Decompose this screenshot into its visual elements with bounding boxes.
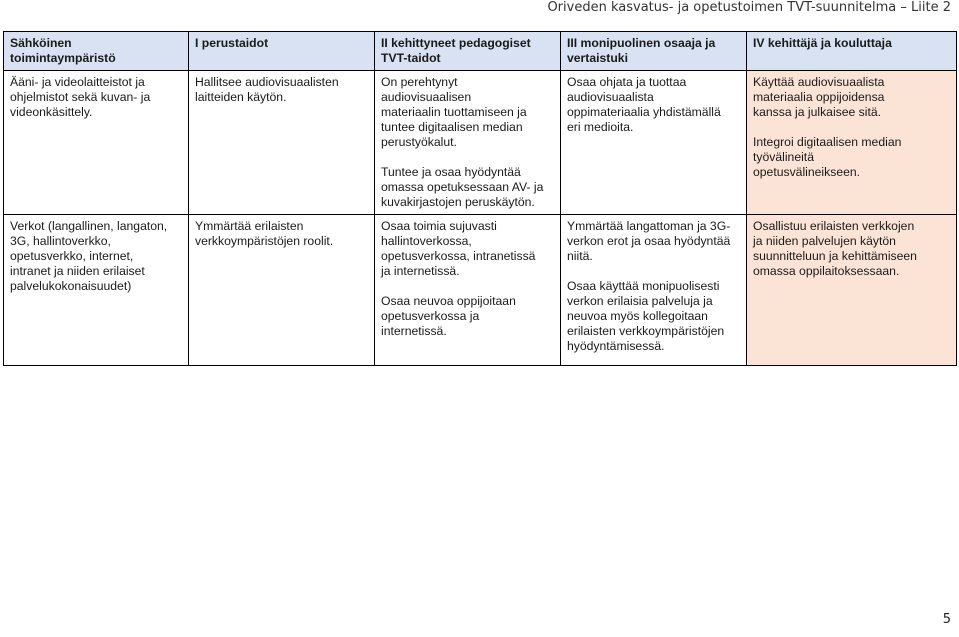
cell-paragraph: Hallitsee audiovisuaalisten laitteiden käytön. <box>195 75 339 104</box>
level-4-cell <box>747 215 957 366</box>
level-2-cell <box>375 215 561 366</box>
table-row <box>4 215 957 366</box>
document-header: Oriveden kasvatus- ja opetustoimen TVT-suunnitelma – Liite 2 <box>547 0 951 15</box>
cell-paragraph: Integroi digitaalisen median työvälineitä opetusvälineikseen. <box>753 135 902 179</box>
level-1-cell <box>189 71 375 215</box>
column-header-level-4: IV kehittäjä ja kouluttaja <box>747 32 957 71</box>
cell-paragraph: Osaa toimia sujuvasti hallintoverkossa, opetusverkossa, intranetissä ja internetissä. <box>381 219 536 278</box>
cell-paragraph: Tuntee ja osaa hyödyntää omassa opetuksessaan AV- ja kuvakirjastojen peruskäytön. <box>381 165 544 209</box>
level-3-cell <box>561 215 747 366</box>
cell-paragraph: Osaa käyttää monipuolisesti verkon erilaisia palveluja ja neuvoa myös kollegoitaan erilaisten verkkoympäristöjen hyödyntämisessä. <box>567 279 725 353</box>
level-3-cell <box>561 71 747 215</box>
cell-paragraph: Osaa neuvoa oppijoitaan opetusverkossa ja internetissä. <box>381 294 516 338</box>
column-header-level-2: II kehittyneet pedagogiset TVT-taidot <box>375 32 561 71</box>
column-header-level-1: I perustaidot <box>189 32 375 71</box>
table-row <box>4 71 957 215</box>
row-topic: Verkot (langallinen, langaton, 3G, hallintoverkko, opetusverkko, internet, intranet ja niiden erilaiset palvelukokonaisuudet) <box>4 215 189 366</box>
cell-paragraph: Ymmärtää erilaisten verkkoympäristöjen roolit. <box>195 219 334 248</box>
cell-paragraph: Osaa ohjata ja tuottaa audiovisuaalista oppimateriaalia yhdistämällä eri medioita. <box>567 75 721 134</box>
page-number: 5 <box>942 612 951 627</box>
table-header-row <box>4 32 957 71</box>
competency-table <box>3 31 957 366</box>
row-topic: Ääni- ja videolaitteistot ja ohjelmistot sekä kuvan- ja videonkäsittely. <box>4 71 189 215</box>
cell-paragraph: Osallistuu erilaisten verkkojen ja niiden palvelujen käytön suunnitteluun ja kehittämiseen omassa oppilaitoksessaan. <box>753 219 917 278</box>
level-1-cell <box>189 215 375 366</box>
level-4-cell <box>747 71 957 215</box>
cell-paragraph: Ymmärtää langattoman ja 3G- verkon erot ja osaa hyödyntää niitä. <box>567 219 731 263</box>
level-2-cell <box>375 71 561 215</box>
cell-paragraph: Käyttää audiovisuaalista materiaalia oppijoidensa kanssa ja julkaisee sitä. <box>753 75 885 119</box>
column-header-environment: Sähköinen toimintaympäristö <box>4 32 189 71</box>
column-header-level-3: III monipuolinen osaaja ja vertaistuki <box>561 32 747 71</box>
cell-paragraph: On perehtynyt audiovisuaalisen materiaalin tuottamiseen ja tuntee digitaalisen median perustyökalut. <box>381 75 527 149</box>
